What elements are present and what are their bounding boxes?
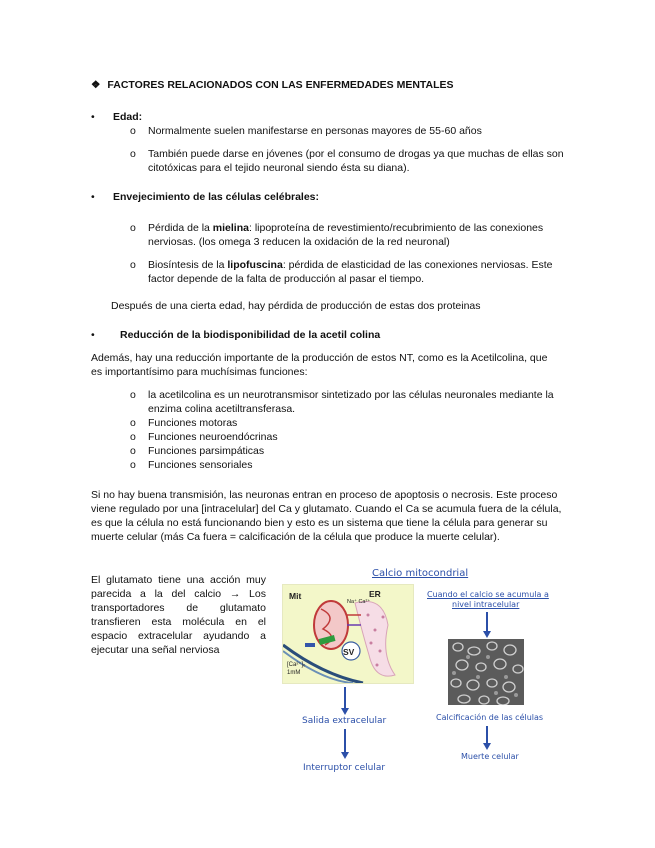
mielina-pre: Pérdida de la [148,222,213,234]
reduccion-intro-line2: es importantísimo para muchísimas funciones: [91,366,308,378]
bullet-envejecimiento [91,190,320,204]
bullet-reduccion [91,328,381,342]
bullet-icon: • [91,329,95,341]
edad-item-2-line1: También puede darse en jóvenes (por el consumo de drogas ya que muchas de ellas son [148,148,564,160]
reduccion-intro-line1: Además, hay una reducción importante de la producción de estos NT, como es la Acetilcolina, que [91,352,548,364]
edad-item-1: Normalmente suelen manifestarse en personas mayores de 55-60 años [148,125,482,137]
sv-label: SV [343,647,355,657]
salida-label: Salida extracelular [302,716,387,726]
reduccion-item-3: Funciones neuroendócrinas [148,431,278,443]
diamond-bullet-icon: ❖ [91,79,101,91]
edad-title: Edad: [113,111,143,123]
section-heading [91,78,454,92]
glutamato-line: transportadores de glutamato [91,602,266,614]
reduccion-title: Reducción de la biodisponibilidad de la acetil colina [120,329,381,341]
lipofuscina-post: : pérdida de elasticidad de las conexiones nerviosas. Este [282,259,553,271]
conc-value: 1mM [287,670,301,676]
conc-label: [Ca²⁺]ₑ [287,662,306,668]
reduccion-item-1-line1: la acetilcolina es un neurotransmisor sintetizado por las células neuronales mediante la [148,389,554,401]
muerte-label: Muerte celular [461,752,519,761]
sub-bullet: o [130,445,136,457]
paragraph-line3: es que la célula no está funcionando bien y esto es un sistema que tiene la célula para generar su [91,517,548,529]
calcified-cells-image [448,639,524,705]
paragraph-line1: Si no hay buena transmisión, las neuronas entran en proceso de apoptosis o necrosis. Este proceso [91,489,558,501]
paragraph-line4: muerte celular (más Ca fuera = calcificación de la célula que produce la muerte celular). [91,531,500,543]
mielina-bold: mielina [212,222,249,234]
bullet-icon: • [91,191,95,203]
sub-bullet: o [130,125,136,137]
glutamato-line: El glutamato tiene una acción muy [91,574,266,586]
bullet-icon: • [91,111,95,123]
sub-bullet: o [130,259,136,271]
glutamato-line: espacio extracelular ayudando a [91,630,266,642]
heading-text: FACTORES RELACIONADOS CON LAS ENFERMEDADES MENTALES [107,79,454,91]
envejecimiento-title: Envejecimiento de las células celébrales: [113,191,320,203]
glutamato-line: ejecutar una señal nerviosa [91,644,220,656]
reduccion-item-4: Funciones parsimpáticas [148,445,265,457]
glutamato-line: parecida a la del calcio → Los [91,588,266,600]
reduccion-item-5: Funciones sensoriales [148,459,253,471]
micrograph-texture [448,639,524,705]
arrow-down-icon [486,726,488,744]
ions-label: Na⁺ Ca²⁺ [347,599,371,605]
edad-item-2-line2: citotóxicas para el tejido neuronal siendo ésta su diana). [148,162,410,174]
calcificacion-label: Calcificación de las células [436,713,544,722]
arrow-down-icon [344,729,346,753]
sub-bullet: o [130,389,136,401]
mielina-line2: nerviosas. (los omega 3 reducen la oxidación de la red neuronal) [148,236,450,248]
glutamato-text [91,573,266,657]
acumula-line1: Cuando el calcio se acumula a [427,590,549,599]
mielina-post: : lipoproteína de revestimiento/recubrimiento de las conexiones [248,222,544,234]
sub-bullet: o [130,417,136,429]
sub-bullet: o [130,431,136,443]
mitochondria-figure [282,584,414,684]
diagram-title: Calcio mitocondrial [372,568,469,579]
lipofuscina-line2: factor depende de la falta de producción al pasar el tiempo. [148,273,425,285]
reduccion-item-2: Funciones motoras [148,417,238,429]
lipofuscina-bold: lipofuscina [227,259,283,271]
sub-bullet: o [130,148,136,160]
acumula-line2: nivel intracelular [452,600,520,609]
lipofuscina-pre: Biosíntesis de la [148,259,228,271]
lipofuscina-line1 [148,258,553,272]
arrow-down-icon [486,612,488,632]
mielina-line1 [148,221,543,235]
paragraph-line2: viene regulado por una [intracelular] del Ca y glutamato. Cuando el Ca se acumula fuera de la célula, [91,503,562,515]
er-label: ER [369,589,381,599]
glutamato-line: transfieren esta molécula en el [91,616,266,628]
sub-bullet: o [130,459,136,471]
mit-label: Mit [289,591,302,601]
sub-bullet: o [130,222,136,234]
interruptor-label: Interruptor celular [303,763,386,773]
arrow-down-icon [344,687,346,709]
envejecimiento-note: Después de una cierta edad, hay pérdida de producción de estas dos proteinas [111,300,481,312]
reduccion-item-1-line2: enzima colina acetiltransferasa. [148,403,296,415]
bullet-edad [91,110,143,124]
